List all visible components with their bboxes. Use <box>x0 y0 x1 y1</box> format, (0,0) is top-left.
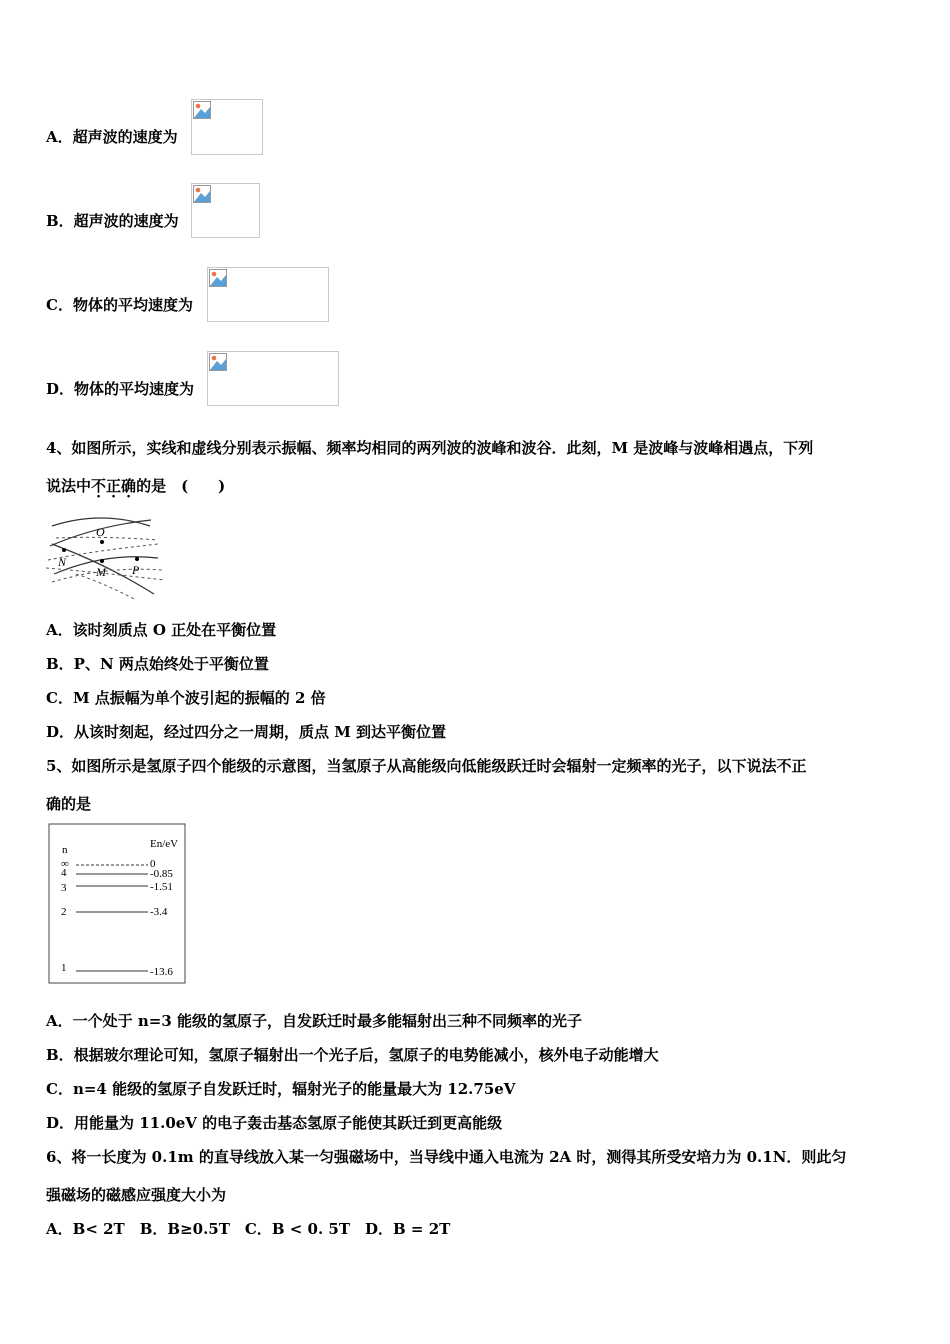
level-n: 3 <box>61 882 67 894</box>
level-energy: -0.85 <box>150 868 173 880</box>
level-n: 2 <box>61 906 67 918</box>
point-m <box>100 559 104 563</box>
q3-option-c: C．物体的平均速度为 <box>46 296 193 314</box>
q3-option-b: B．超声波的速度为 <box>46 212 179 230</box>
q4-option-d: D．从该时刻起，经过四分之一周期，质点 M 到达平衡位置 <box>46 723 447 741</box>
q4-stem-pre: 说法中 <box>46 477 92 495</box>
q3-option-d: D．物体的平均速度为 <box>46 380 195 398</box>
emphasis-char: 正 <box>106 477 122 495</box>
q5-stem-line2: 确的是 <box>46 795 92 813</box>
q4-stem-post: 的是 ( ) <box>136 477 226 495</box>
q3-option-a: A．超声波的速度为 <box>46 128 178 146</box>
q5-option-d: D．用能量为 11.0eV 的电子轰击基态氢原子能使其跃迁到更高能级 <box>46 1114 503 1132</box>
q5-stem-line1: 5、如图所示是氢原子四个能级的示意图，当氢原子从高能级向低能级跃迁时会辐射一定频率的光子，以下说法不正 <box>46 757 807 775</box>
level-n: ∞ <box>61 858 69 870</box>
wave-interference-figure <box>46 512 168 604</box>
level-n: 4 <box>61 867 67 879</box>
option-b-formula-image <box>191 183 260 238</box>
energy-axis-label: En/eV <box>150 838 179 850</box>
broken-image-icon <box>193 101 211 119</box>
q4-stem-line2 <box>46 476 225 496</box>
broken-image-icon <box>209 269 227 287</box>
n-axis-label: n <box>62 844 68 856</box>
label-m: M <box>96 565 106 579</box>
level-n: 1 <box>61 962 67 974</box>
q5-option-b: B．根据玻尔理论可知，氢原子辐射出一个光子后，氢原子的电势能减小，核外电子动能增大 <box>46 1046 659 1064</box>
q4-stem-line1: 4、如图所示，实线和虚线分别表示振幅、频率均相同的两列波的波峰和波谷．此刻，M 是波峰与波峰相遇点，下列 <box>46 439 814 457</box>
level-energy: -3.4 <box>150 906 168 918</box>
trough-line <box>52 569 162 582</box>
emphasis-char: 确 <box>121 477 137 495</box>
option-a-formula-image <box>191 99 263 155</box>
q4-option-c: C．M 点振幅为单个波引起的振幅的 2 倍 <box>46 689 326 707</box>
label-p: P <box>132 563 140 577</box>
level-energy: -1.51 <box>150 881 173 893</box>
q5-option-c: C．n=4 能级的氢原子自发跃迁时，辐射光子的能量最大为 12.75eV <box>46 1080 516 1098</box>
point-n <box>62 548 66 552</box>
option-c-formula-image <box>207 267 329 322</box>
level-energy: 0 <box>150 858 156 870</box>
label-o: O <box>96 525 105 539</box>
point-o <box>100 540 104 544</box>
level-energy: -13.6 <box>150 966 173 978</box>
broken-image-icon <box>193 185 211 203</box>
q4-option-a: A．该时刻质点 O 正处在平衡位置 <box>46 621 277 639</box>
q6-options: A．B< 2T B．B≥0.5T C．B < 0. 5T D．B = 2T <box>46 1220 451 1238</box>
point-p <box>135 557 139 561</box>
q6-stem-line1: 6、将一长度为 0.1m 的直导线放入某一匀强磁场中，当导线中通入电流为 2A 时，测得其所受安培力为 0.1N．则此匀 <box>46 1148 847 1166</box>
broken-image-icon <box>209 353 227 371</box>
q6-stem-line2: 强磁场的磁感应强度大小为 <box>46 1186 227 1204</box>
emphasis-char: 不 <box>91 477 107 495</box>
label-n: N <box>58 555 67 569</box>
energy-level-diagram <box>48 823 188 985</box>
q5-option-a: A．一个处于 n=3 能级的氢原子，自发跃迁时最多能辐射出三种不同频率的光子 <box>46 1012 582 1030</box>
option-d-formula-image <box>207 351 339 406</box>
q4-option-b: B．P、N 两点始终处于平衡位置 <box>46 655 269 673</box>
